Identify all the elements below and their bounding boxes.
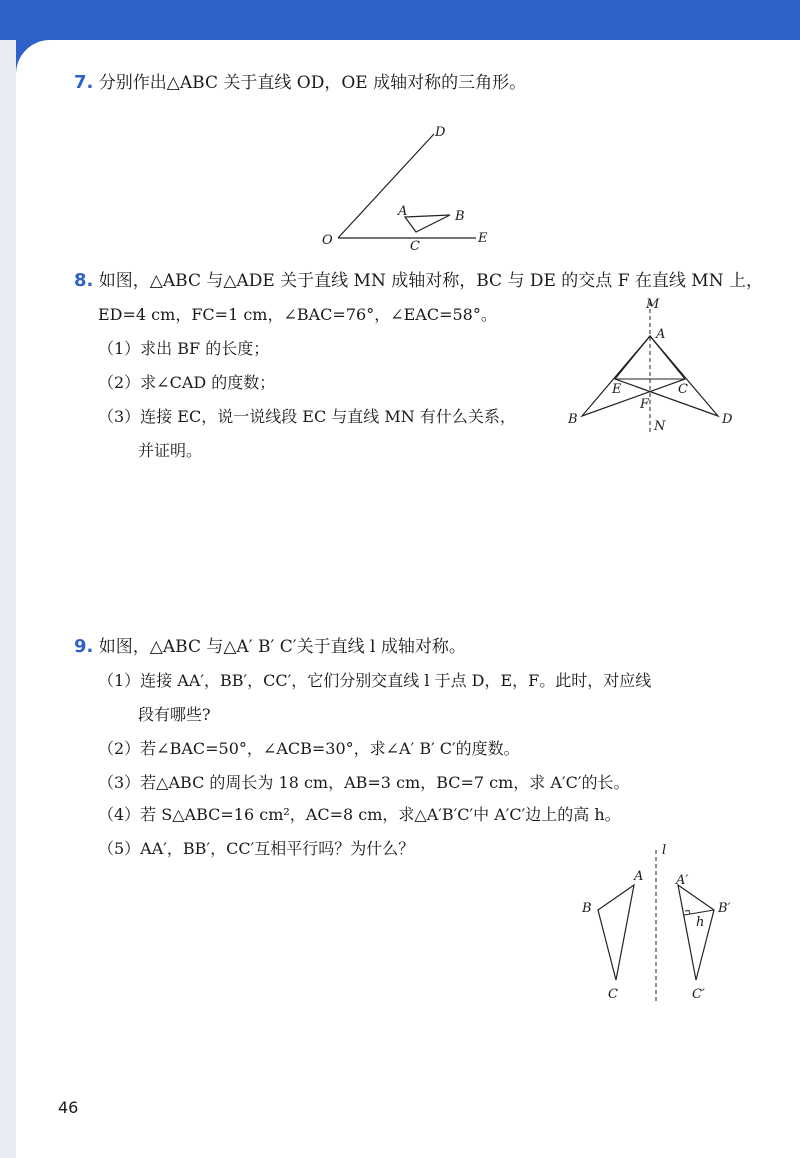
question-8-number: 8. [74,270,94,291]
label-b: B [455,209,465,224]
label-b: B [568,412,578,427]
label-c-prime: C′ [692,987,705,1002]
question-9-part-2: （2）若∠BAC=50°，∠ACB=30°，求∠A′ B′ C′的度数。 [98,739,520,758]
figure-q9 [572,840,752,1010]
label-l: l [662,843,667,858]
label-f: F [640,397,650,412]
label-c: C [678,382,688,397]
question-7-number: 7. [74,72,94,93]
triangle-abc [582,336,685,416]
figure-q7 [310,120,510,260]
question-8-part-3-cont: 并证明。 [138,441,203,460]
triangle-abc [405,215,450,232]
question-7 [74,68,526,93]
label-c: C [410,239,420,254]
page-number: 46 [58,1098,79,1117]
label-e: E [612,382,622,397]
label-m: M [646,297,660,312]
triangle-abc [598,885,634,980]
question-8-part-2: （2）求∠CAD 的度数； [98,373,276,392]
question-9-text: 如图，△ABC 与△A′ B′ C′关于直线 l 成轴对称。 [98,637,466,657]
label-d: D [435,125,446,140]
top-band [0,0,800,40]
triangle-a1b1c1 [678,885,714,980]
question-8 [74,266,763,291]
side-strip [0,40,16,1158]
label-b-prime: B′ [718,901,731,916]
ray-od [338,134,434,238]
question-9-part-1-cont: 段有哪些? [138,705,211,724]
question-8-part-1: （1）求出 BF 的长度； [98,339,270,358]
figure-q8 [560,292,750,442]
right-angle-mark [685,911,690,915]
label-o: O [322,233,333,248]
label-a: A [398,204,408,219]
label-n: N [654,419,666,434]
label-a: A [634,869,644,884]
label-a-prime: A′ [676,873,689,888]
question-9-number: 9. [74,636,94,657]
question-7-text: 分别作出△ABC 关于直线 OD，OE 成轴对称的三角形。 [98,73,527,93]
question-9-part-5: （5）AA′，BB′，CC′互相平行吗？为什么？ [98,839,415,858]
question-8-text: 如图，△ABC 与△ADE 关于直线 MN 成轴对称，BC 与 DE 的交点 F 在直线 MN 上， [98,271,763,291]
question-9 [74,632,466,657]
label-e: E [478,231,488,246]
label-b: B [582,901,592,916]
question-9-part-1: （1）连接 AA′，BB′，CC′，它们分别交直线 l 于点 D，E，F。此时，对应线 [98,671,652,690]
label-d: D [722,412,733,427]
question-8-part-3: （3）连接 EC，说一说线段 EC 与直线 MN 有什么关系， [98,407,516,426]
label-h: h [696,915,705,930]
triangle-ade [615,336,718,416]
label-a: A [656,327,666,342]
question-8-given: ED=4 cm，FC=1 cm，∠BAC=76°，∠EAC=58°。 [98,305,497,324]
question-9-part-3: （3）若△ABC 的周长为 18 cm，AB=3 cm，BC=7 cm，求 A′C′的长。 [98,773,630,792]
question-9-part-4: （4）若 S△ABC=16 cm²，AC=8 cm，求△A′B′C′中 A′C′边上的高 h。 [98,805,621,824]
label-c: C [608,987,618,1002]
